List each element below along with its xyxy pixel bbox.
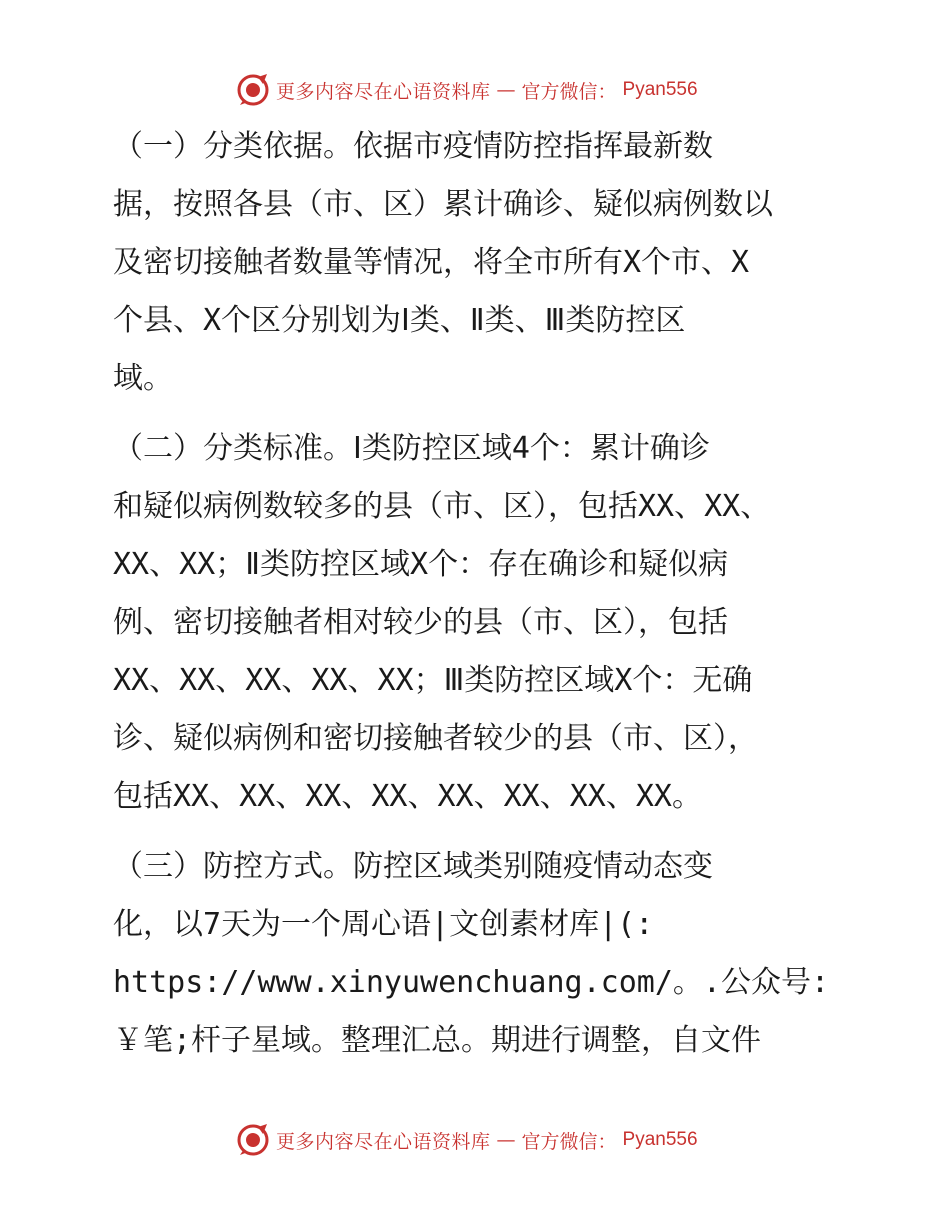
paragraph-classification-standard xyxy=(98,420,868,826)
paragraph-control-method xyxy=(98,838,868,1070)
banner-wechat-id: Pyan556 xyxy=(622,79,698,100)
text-line: ￥笔;杆子星域。整理汇总。期进行调整，自文件 xyxy=(113,1023,762,1058)
text-line: 例、密切接触者相对较少的县（市、区），包括 xyxy=(113,605,728,640)
text-line: https://www.xinyuwenchuang.com/。.公众号: xyxy=(113,965,830,1000)
banner-brand: 更多内容尽在心语资料库 xyxy=(276,80,491,103)
text-line: 据，按照各县（市、区）累计确诊、疑似病例数以 xyxy=(113,187,773,222)
banner-wechat-id: Pyan556 xyxy=(622,1129,698,1150)
banner-dash: — xyxy=(496,1129,516,1151)
text-line: XX、XX、XX、XX、XX；Ⅲ类防控区域X个：无确 xyxy=(113,663,753,698)
text-line: 域。 xyxy=(113,361,173,396)
text-line: 诊、疑似病例和密切接触者较少的县（市、区）， xyxy=(113,721,758,756)
banner-wechat-label: 官方微信： xyxy=(521,1130,617,1153)
brush-logo-icon xyxy=(236,1123,270,1157)
text-line: （三）防控方式。防控区域类别随疫情动态变 xyxy=(113,849,713,884)
banner-wechat-label: 官方微信： xyxy=(521,80,617,103)
text-line: 及密切接触者数量等情况，将全市所有X个市、X xyxy=(113,245,750,280)
text-line: （二）分类标准。Ⅰ类防控区域4个：累计确诊 xyxy=(113,431,710,466)
banner-brand: 更多内容尽在心语资料库 xyxy=(276,1130,491,1153)
text-line: （一）分类依据。依据市疫情防控指挥最新数 xyxy=(113,129,713,164)
text-line: 化，以7天为一个周心语|文创素材库|(: xyxy=(113,907,654,942)
footer-banner xyxy=(236,1122,698,1158)
header-banner xyxy=(236,72,698,108)
text-line: 和疑似病例数较多的县（市、区），包括XX、XX、 xyxy=(113,489,771,524)
text-line: 包括XX、XX、XX、XX、XX、XX、XX、XX。 xyxy=(113,779,702,814)
text-line: 个县、X个区分别划为Ⅰ类、Ⅱ类、Ⅲ类防控区 xyxy=(113,303,686,338)
brush-logo-icon xyxy=(236,73,270,107)
banner-dash: — xyxy=(496,79,516,101)
document-body xyxy=(98,118,868,1082)
paragraph-classification-basis xyxy=(98,118,868,408)
text-line: XX、XX；Ⅱ类防控区域X个：存在确诊和疑似病 xyxy=(113,547,729,582)
